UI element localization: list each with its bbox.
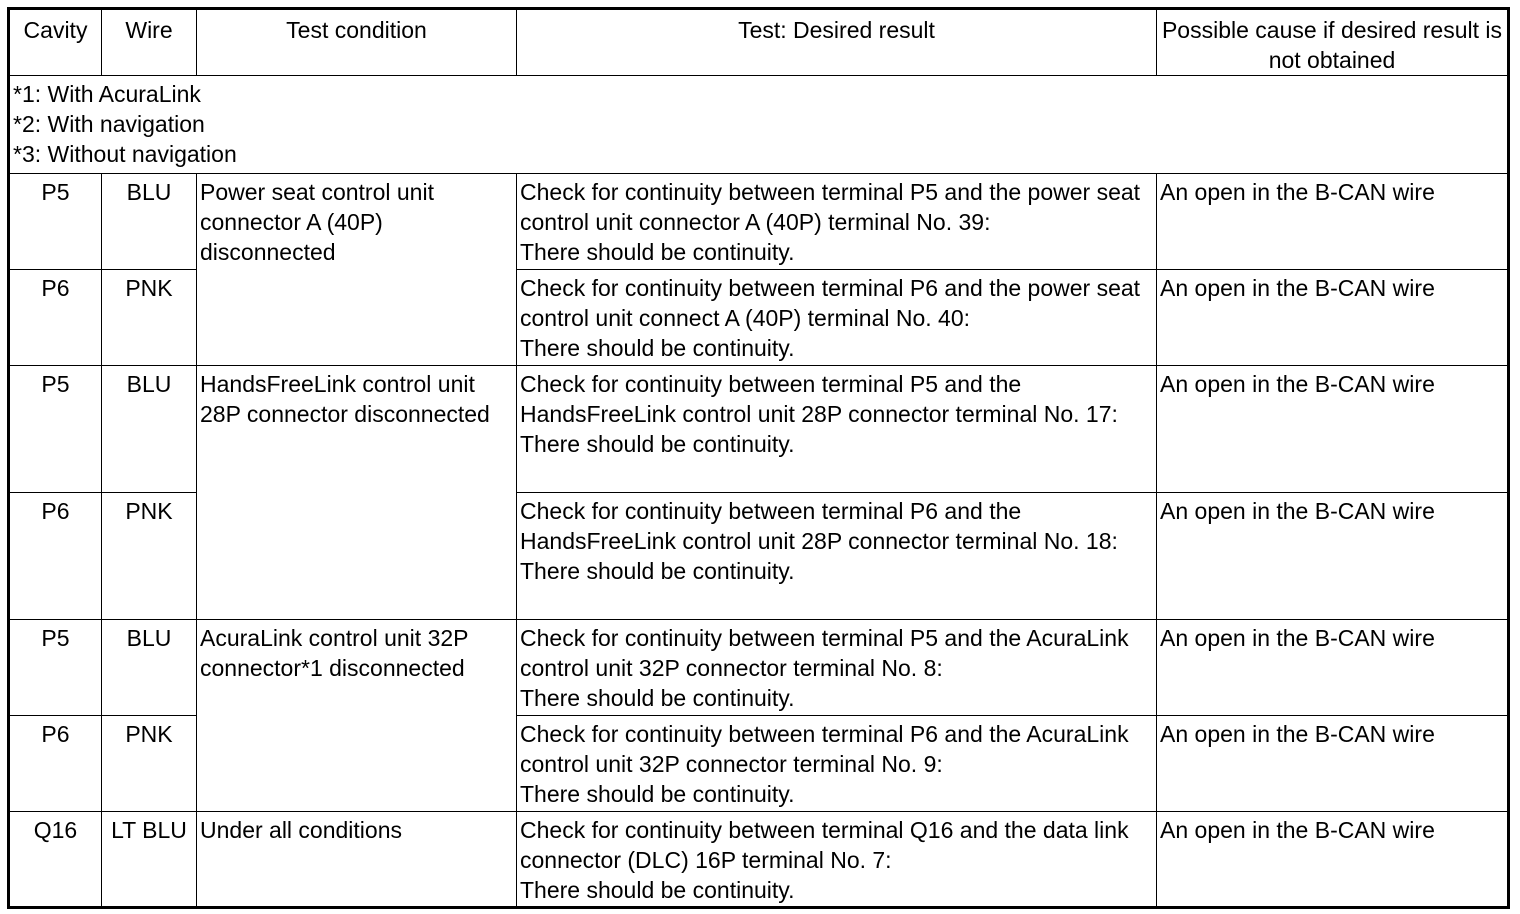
wire-cell: PNK xyxy=(102,716,197,812)
wire-cell: BLU xyxy=(102,366,197,493)
cause-cell: An open in the B-CAN wire xyxy=(1157,366,1509,493)
header-cavity: Cavity xyxy=(9,9,102,76)
result-cell: Check for continuity between terminal Q16 and the data link connector (DLC) 16P terminal No. 7: There should be continuity. xyxy=(517,812,1157,908)
header-desired-result: Test: Desired result xyxy=(517,9,1157,76)
table-row xyxy=(9,812,1509,908)
footnote-2: *2: With navigation xyxy=(13,111,205,137)
troubleshooting-table xyxy=(7,7,1510,909)
cavity-cell: P5 xyxy=(9,174,102,270)
wire-cell: PNK xyxy=(102,270,197,366)
cavity-cell: P5 xyxy=(9,620,102,716)
result-cell: Check for continuity between terminal P5 and the power seat control unit connector A (40P) terminal No. 39: There should be continuity. xyxy=(517,174,1157,270)
condition-cell: Power seat control unit connector A (40P) disconnected xyxy=(197,174,517,366)
cause-cell: An open in the B-CAN wire xyxy=(1157,174,1509,270)
cavity-cell: P5 xyxy=(9,366,102,493)
condition-cell: HandsFreeLink control unit 28P connector disconnected xyxy=(197,366,517,620)
condition-cell: Under all conditions xyxy=(197,812,517,908)
cavity-cell: P6 xyxy=(9,716,102,812)
wire-cell: BLU xyxy=(102,174,197,270)
result-cell: Check for continuity between terminal P6 and the AcuraLink control unit 32P connector terminal No. 9: There should be continuity. xyxy=(517,716,1157,812)
cavity-cell: P6 xyxy=(9,493,102,620)
table-row xyxy=(9,620,1509,716)
cause-cell: An open in the B-CAN wire xyxy=(1157,493,1509,620)
header-row xyxy=(9,9,1509,76)
result-cell: Check for continuity between terminal P5 and the AcuraLink control unit 32P connector terminal No. 8: There should be continuity. xyxy=(517,620,1157,716)
condition-cell: AcuraLink control unit 32P connector*1 disconnected xyxy=(197,620,517,812)
header-wire: Wire xyxy=(102,9,197,76)
result-cell: Check for continuity between terminal P5 and the HandsFreeLink control unit 28P connector terminal No. 17: There should be continuity. xyxy=(517,366,1157,493)
notes-row xyxy=(9,76,1509,174)
header-possible-cause: Possible cause if desired result is not obtained xyxy=(1157,9,1509,76)
footnote-3: *3: Without navigation xyxy=(13,141,237,167)
cause-cell: An open in the B-CAN wire xyxy=(1157,620,1509,716)
footnote-1: *1: With AcuraLink xyxy=(13,81,201,107)
footnotes xyxy=(9,76,1509,174)
wire-cell: LT BLU xyxy=(102,812,197,908)
cause-cell: An open in the B-CAN wire xyxy=(1157,812,1509,908)
table-row xyxy=(9,174,1509,270)
result-cell: Check for continuity between terminal P6 and the HandsFreeLink control unit 28P connector terminal No. 18: There should be continuity. xyxy=(517,493,1157,620)
wire-cell: PNK xyxy=(102,493,197,620)
wire-cell: BLU xyxy=(102,620,197,716)
cavity-cell: P6 xyxy=(9,270,102,366)
cause-cell: An open in the B-CAN wire xyxy=(1157,270,1509,366)
cause-cell: An open in the B-CAN wire xyxy=(1157,716,1509,812)
table-row xyxy=(9,366,1509,493)
header-test-condition: Test condition xyxy=(197,9,517,76)
cavity-cell: Q16 xyxy=(9,812,102,908)
result-cell: Check for continuity between terminal P6 and the power seat control unit connect A (40P) terminal No. 40: There should be continuity. xyxy=(517,270,1157,366)
